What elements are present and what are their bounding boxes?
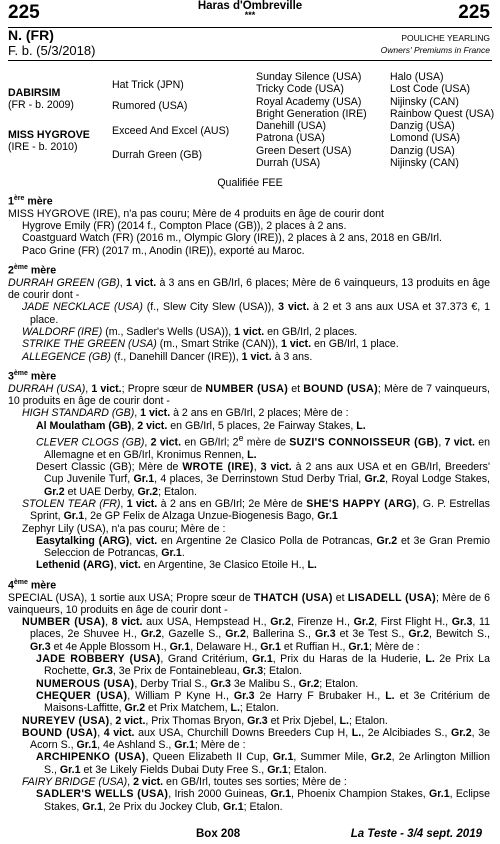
ancestor: Durrah (USA) [256, 157, 321, 170]
pedigree-sire [8, 87, 74, 112]
header-divider [8, 27, 492, 28]
produce-entry: JADE NECKLACE (USA) (f., Slew City Slew (USA)), 3 vict. à 2 et 3 ans aux USA et 37.373 €, 1 place. [22, 301, 490, 326]
produce-entry: WALDORF (IRE) (m., Sadler's Wells (USA)), 1 vict. en GB/Irl, 2 places. [22, 326, 358, 339]
grandparent: Exceed And Excel (AUS) [112, 125, 230, 137]
dam-line: DURRAH GREEN (GB), 1 vict. à 3 ans en GB/Irl, 6 places; Mère de 6 vainqueurs, 13 produits en âge de courir dont - [8, 276, 490, 302]
pedigree-col3 [256, 71, 367, 169]
ancestor: Danzig (USA) [390, 120, 455, 133]
section-heading-3: 3ème mère [8, 369, 57, 383]
grandparent: Durrah Green (GB) [112, 149, 203, 161]
ancestor: Tricky Code (USA) [256, 83, 344, 96]
pedigree-dam [8, 129, 90, 154]
produce-entry: Coastguard Watch (FR) (2016 m., Olympic Glory (IRE)), 2 places à 2 ans, 2018 en GB/Irl. [22, 232, 442, 245]
produce-entry: ALLEGENCE (GB) (f., Danehill Dancer (IRE)), 1 vict. à 3 ans. [22, 350, 313, 363]
ancestor: Royal Academy (USA) [256, 95, 362, 108]
produce-entry: Zephyr Lily (USA), n'a pas couru; Mère de : [22, 522, 226, 535]
sale-info: La Teste - 3/4 sept. 2019 [350, 827, 482, 840]
produce-entry: CHEQUER (USA), William P Kyne H., Gr.3 2e Harry F Brubaker H., L. et 3e Critérium de Maisons-Laffitte, Gr.2 et Prix Matchem, L.; Etalon. [36, 689, 490, 715]
produce-entry: NUMEROUS (USA), Derby Trial S., Gr.3 3e Malibu S., Gr.2; Etalon. [36, 677, 359, 690]
produce-entry: NUREYEV (USA), 2 vict., Prix Thomas Bryon, Gr.3 et Prix Djebel, L.; Etalon. [22, 714, 388, 727]
ancestor: Bright Generation (IRE) [256, 107, 367, 120]
produce-entry: Lethenid (ARG), vict. en Argentine, 3e Clasico Etoile H., L. [36, 559, 317, 572]
produce-entry: HIGH STANDARD (GB), 1 vict. à 2 ans en GB/Irl, 2 places; Mère de : [22, 407, 349, 420]
ancestor: Rainbow Quest (USA) [390, 107, 495, 120]
produce-entry: FAIRY BRIDGE (USA), 2 vict. en GB/Irl, toutes ses sorties; Mère de : [22, 776, 347, 789]
ancestor: Nijinsky (CAN) [390, 157, 459, 170]
lot-number-right: 225 [458, 2, 490, 23]
produce-entry: JADE ROBBERY (USA), Grand Critérium, Gr.1, Prix du Haras de la Huderie, L. 2e Prix La Rochette, Gr.3, 3e Prix de Fontainebleau, Gr.3; Etalon. [36, 653, 491, 678]
grandparent: Hat Trick (JPN) [112, 79, 184, 91]
ancestor: Halo (USA) [390, 71, 444, 83]
produce-entry: Al Moulatham (GB), 2 vict. en GB/Irl, 5 places, 2e Fairway Stakes, L. [36, 419, 366, 432]
ancestor: Green Desert (USA) [256, 144, 352, 157]
produce-entry: STRIKE THE GREEN (USA) (m., Smart Strike (CAN)), 1 vict. en GB/Irl, 1 place. [22, 338, 399, 351]
produce-entry: Desert Classic (GB); Mère de WROTE (IRE), 3 vict. à 2 ans aux USA et en GB/Irl, Breeders' Cup Juvenile Turf, Gr.1, 4 places, 3e Derrinstown Stud Derby Trial, Gr.2, Royal Lodge Stakes, Gr.2 et UAE Derby, Gr.2; Etalon. [36, 461, 490, 498]
qualification: Qualifiée FEE [217, 177, 283, 189]
ancestor: Lost Code (USA) [390, 83, 471, 96]
pedigree-notes [8, 188, 490, 813]
section-heading-1: 1ère mère [8, 195, 53, 208]
section-heading-4: 4ème mère [8, 578, 57, 592]
box-number: Box 208 [196, 827, 241, 840]
sex-label: POULICHE YEARLING [401, 33, 490, 43]
ancestor: Patrona (USA) [256, 132, 325, 145]
horse-birth: F. b. (5/3/2018) [8, 43, 96, 58]
produce-entry: BOUND (USA), 4 vict. aux USA, Churchill Downs Breeders Cup H, L., 2e Alcibiades S., Gr.2, 3e Acorn S., Gr.1, 4e Ashland S., Gr.1; Mère de : [22, 726, 490, 752]
dam-line: DURRAH (USA), 1 vict.; Propre sœur de NUMBER (USA) et BOUND (USA); Mère de 7 vainqueurs, 10 produits en âge de courir dont - [8, 382, 490, 408]
produce-entry: SADLER'S WELLS (USA), Irish 2000 Guineas, Gr.1, Phoenix Champion Stakes, Gr.1, Eclipse Stakes, Gr.1, 2e Prix du Jockey Club, Gr.1; Etalon. [36, 788, 490, 813]
dam-line: SPECIAL (USA), 1 sortie aux USA; Propre sœur de THATCH (USA) et LISADELL (USA); Mère de 6 vainqueurs, 10 produits en âge de courir dont - [8, 591, 491, 616]
grandparent: Rumored (USA) [112, 100, 188, 112]
pedigree-divider [8, 60, 492, 61]
produce-entry: STOLEN TEAR (FR), 1 vict. à 2 ans en GB/Irl; 2e Mère de SHE'S HAPPY (ARG), G. P. Estrellas Sprint, Gr.1, 2e GP Felix de Alzaga Unzue-Biogenesis Bago, Gr.1 [22, 497, 490, 523]
produce-entry: ARCHIPENKO (USA), Queen Elizabeth II Cup, Gr.1, Summer Mile, Gr.2, 2e Arlington Million S., Gr.1 et 3e Likely Fields Dubai Duty Free S., Gr.1; Etalon. [36, 751, 490, 776]
sire-info: (FR - b. 2009) [8, 99, 74, 112]
dam-line: MISS HYGROVE (IRE), n'a pas couru; Mère de 4 produits en âge de courir dont [8, 207, 384, 220]
produce-entry: NUMBER (USA), 8 vict. aux USA, Hempstead H., Gr.2, Firenze H., Gr.2, First Flight H., Gr.3, 11 places, 2e Shuvee H., Gr.2, Gazelle S., Gr.2, Ballerina S., Gr.3 et 3e Test S., Gr.2, Bewitch S., Gr.3 et 4e Apple Blossom H., Gr.1, Delaware H., Gr.1 et Ruffian H., Gr.1; Mère de : [22, 616, 490, 653]
dam-info: (IRE - b. 2010) [8, 141, 78, 154]
pedigree-col4 [390, 71, 494, 169]
lot-number-left: 225 [8, 2, 40, 23]
ancestor: Sunday Silence (USA) [256, 71, 362, 83]
produce-entry: Easytalking (ARG), vict. en Argentine 2e Clasico Polla de Potrancas, Gr.2 et 3e Gran Premio Seleccion de Potrancas, Gr.1. [36, 534, 491, 560]
ancestor: Nijinsky (CAN) [390, 95, 459, 108]
ancestor: Danehill (USA) [256, 120, 327, 133]
section-heading-2: 2ème mère [8, 264, 57, 277]
owner-premium-note: Owners' Premiums in France [380, 45, 490, 55]
consignor-stars: *** [244, 10, 256, 20]
produce-entry: Hygrove Emily (FR) (2014 f., Compton Place (GB)), 2 places à 2 ans. [22, 220, 347, 233]
sire-name: DABIRSIM [8, 87, 61, 99]
produce-entry: CLEVER CLOGS (GB), 2 vict. en GB/Irl; 2e mère de SUZI'S CONNOISSEUR (GB), 7 vict. en Allemagne et en GB/Irl, Kronimus Rennen, L. [36, 432, 490, 461]
dam-name: MISS HYGROVE [8, 129, 90, 141]
ancestor: Danzig (USA) [390, 144, 455, 157]
horse-name: N. (FR) [8, 27, 54, 43]
produce-entry: Paco Grine (FR) (2017 m., Anodin (IRE)), exporté au Maroc. [22, 244, 305, 257]
ancestor: Lomond (USA) [390, 132, 461, 145]
consignor-title: Haras d'Ombreville [197, 0, 303, 12]
